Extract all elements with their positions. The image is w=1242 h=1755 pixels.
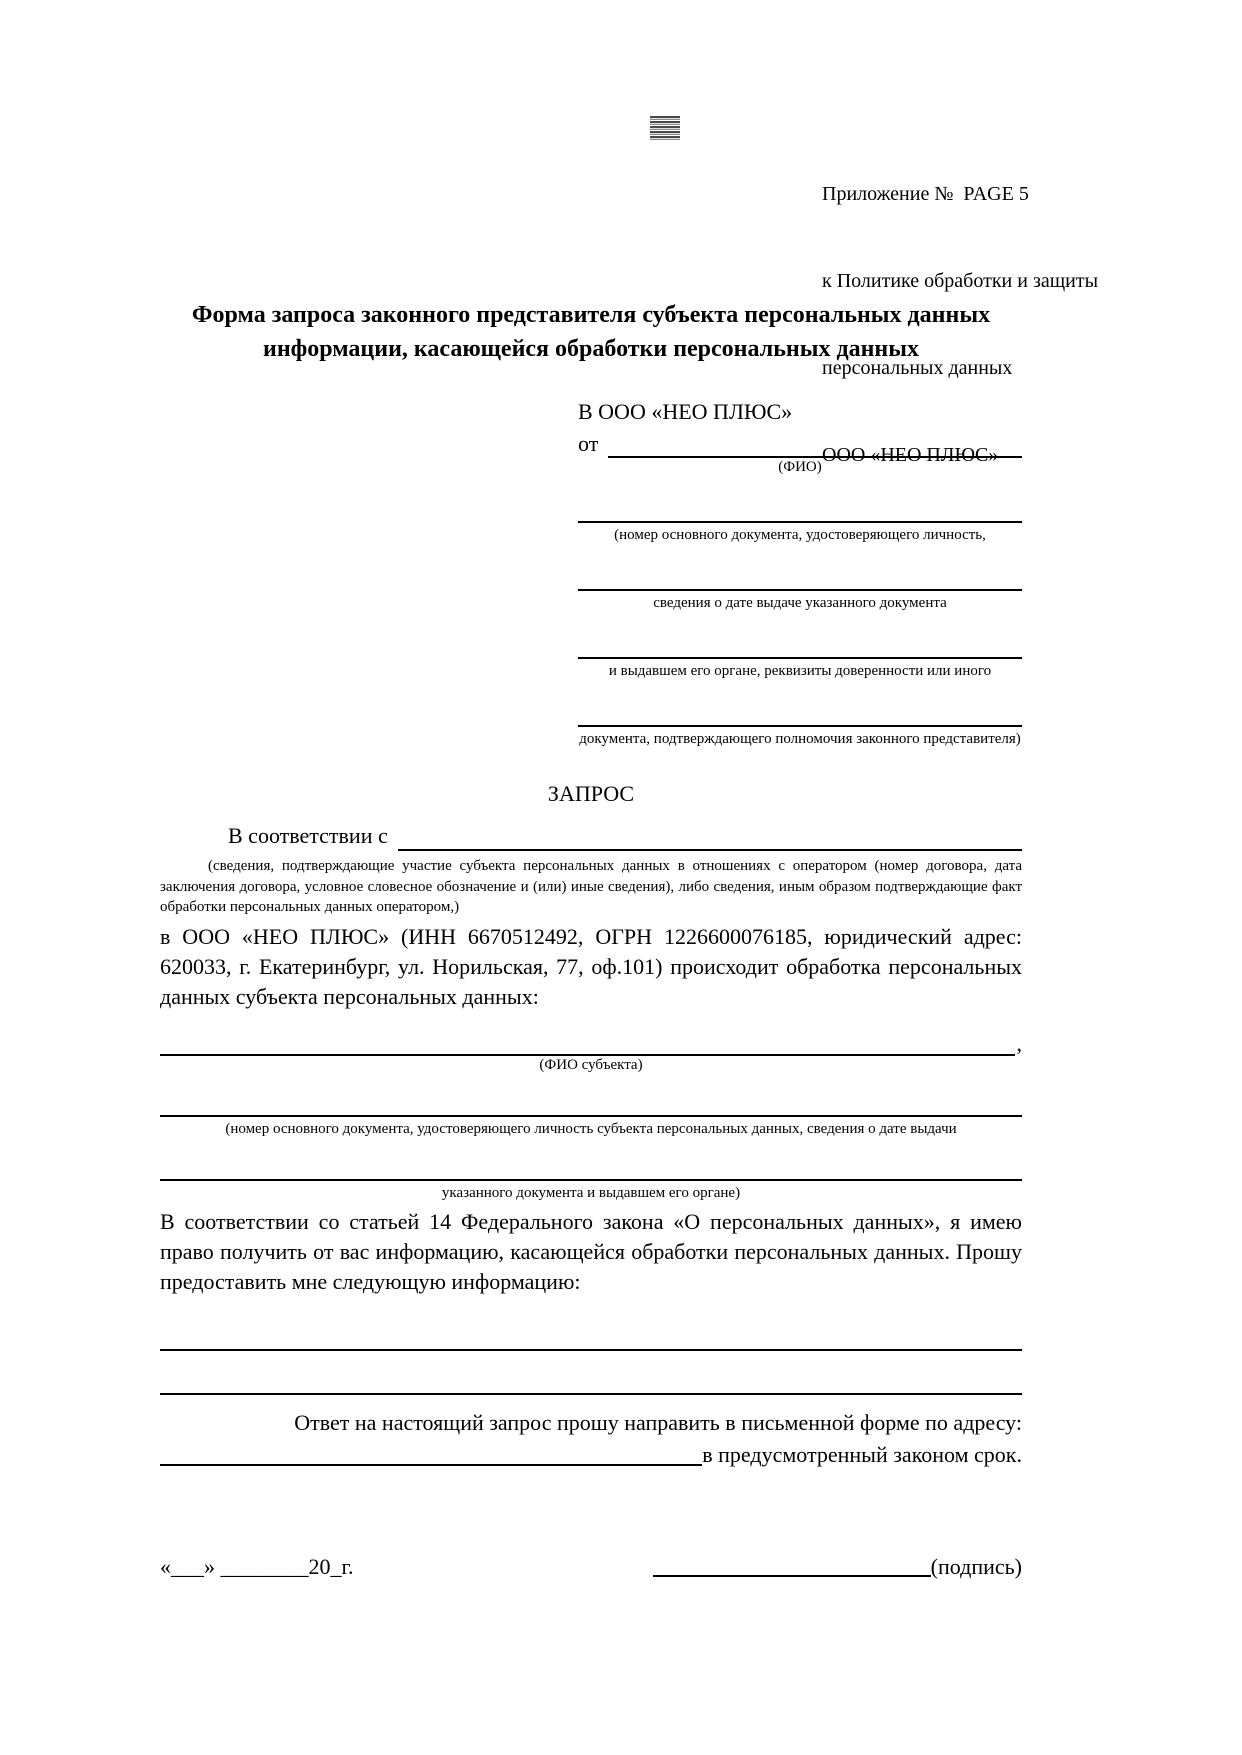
representative-doc-date-field[interactable] [578,557,1022,591]
reply-address-field[interactable] [160,1440,702,1466]
reply-address-row [160,1439,1022,1471]
representative-doc-group [578,625,1022,681]
reply-tail: в предусмотренный законом срок. [702,1441,1022,1467]
subject-doc-issuer-field[interactable] [160,1147,1022,1181]
appendix-header-line: Приложение № PAGE 5 [822,183,1029,205]
recipient-to: В ООО «НЕО ПЛЮС» [578,399,793,424]
subject-doc-caption-2: указанного документа и выдавшем его органе) [441,1184,741,1201]
intro-row [160,821,1022,851]
fine-print-caption: (сведения, подтверждающие участие субъекта персональных данных в отношениях с оператором (номер договора, дата заключения договора, условное словесное обозначение и (или) иные сведения), либо сведения, иным образом подтверждающие факт обработки персональных данных оператором,) [160,858,1022,915]
representative-doc-group [578,693,1022,749]
operator-paragraph: в ООО «НЕО ПЛЮС» (ИНН 6670512492, ОГРН 1226600076185, юридический адрес: 620033, г. Екатеринбург, ул. Норильская, 77, оф.101) происходит обработка персональных данных субъекта персональных данных: [160,923,1022,1009]
request-heading: ЗАПРОС [547,781,635,806]
appendix-header-line: ООО «НЕО ПЛЮС» [822,444,999,466]
requested-info-field-2[interactable] [160,1351,1022,1395]
doc-caption-3: и выдавшем его органе, реквизиты доверенности или иного [608,663,992,679]
requested-info-field-1[interactable] [160,1311,1022,1351]
subject-doc-caption-1: (номер основного документа, удостоверяющего личность субъекта персональных данных, сведения о дате выдачи [225,1120,957,1137]
representative-doc-number-field[interactable] [578,489,1022,523]
doc-caption-1: (номер основного документа, удостоверяющего личность, [614,527,986,543]
fio-caption: (ФИО) [778,459,822,475]
from-label: от [578,431,599,456]
appendix-header-line: к Политике обработки и защиты [822,270,1099,292]
form-title-line2: информации, касающейся обработки персональных данных [263,336,919,362]
intro-label: В соответствии с [228,823,388,848]
subject-doc-number-field[interactable] [160,1083,1022,1117]
representative-doc-group [578,557,1022,613]
law-paragraph: В соответствии со статьей 14 Федерального закона «О персональных данных», я имею право получить от вас информацию, касающейся обработки персональных данных. Прошу предоставить мне следующую информацию: [160,1208,1022,1294]
subject-fio-row [160,1020,1022,1056]
form-title [160,298,1022,366]
signature-field[interactable] [653,1551,931,1577]
date-line: «___» ________20_г. [160,1553,354,1579]
recipient-block [578,398,1022,749]
subject-fio-caption: (ФИО субъекта) [539,1056,643,1073]
requested-info-fields [160,1311,1022,1395]
subject-line-comma: , [1016,1030,1022,1056]
reply-instruction: Ответ на настоящий запрос прошу направить в письменной форме по адресу: [294,1409,1022,1435]
representative-fio-field[interactable] [608,430,1022,458]
subject-fio-field[interactable] [160,1020,1015,1056]
footer-row [160,1551,1022,1582]
relation-basis-field[interactable] [398,825,1022,851]
representative-doc-issuer-field[interactable] [578,625,1022,659]
signature-block [653,1551,1022,1582]
form-title-line1: Форма запроса законного представителя субъекта персональных данных [191,302,991,328]
subject-doc-group [160,1083,1022,1203]
signature-caption: (подпись) [930,1553,1022,1579]
document-body [160,0,1022,1582]
doc-caption-2: сведения о дате выдаче указанного документа [653,595,947,611]
doc-caption-4: документа, подтверждающего полномочия законного представителя) [579,731,1021,747]
appendix-header-line: персональных данных [822,357,1013,379]
representative-doc-group [578,489,1022,545]
representative-authority-doc-field[interactable] [578,693,1022,727]
from-row [578,430,1022,458]
